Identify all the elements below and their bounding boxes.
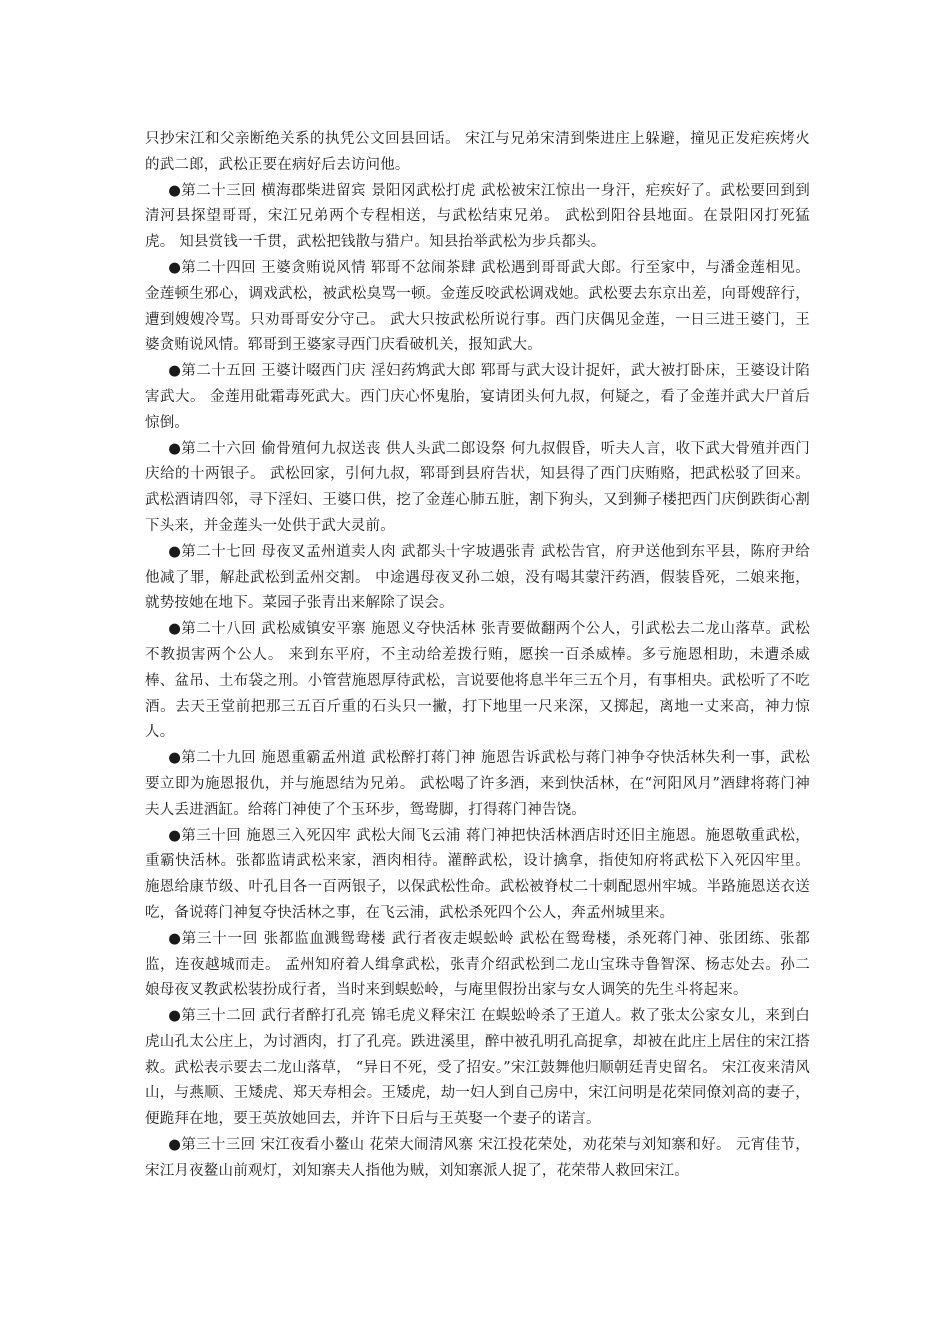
paragraph-chapter-28: ●第二十八回 武松威镇安平寨 施恩义夺快活林 张青要做翻两个公人，引武松去二龙山落草。武松不教损害两个公人。 来到东平府，不主动给差拨行贿，愿挨一百杀威棒。多亏施恩相助，未遭杀威棒、盆吊、土布袋之刑。小管营施恩厚待武松，言说要他将息半年三五个月，有事相央。武松听了不吃酒。去天王堂前把那三五百斤重的石头只一撇，打下地里一尺来深，又掷起，离地一丈来高，神力惊人。	[145, 621, 810, 741]
paragraph-chapter-27: ●第二十七回 母夜叉孟州道卖人肉 武都头十字坡遇张青 武松告官，府尹送他到东平县，陈府尹给他减了罪，解赴武松到孟州交割。 中途遇母夜叉孙二娘，没有喝其蒙汗药酒，假装昏死，二娘来拖，就势按她在地下。菜园子张青出来解除了误会。	[145, 543, 810, 612]
paragraph-chapter-32: ●第三十二回 武行者醉打孔亮 锦毛虎义释宋江 在蜈蚣岭杀了王道人。救了张太公家女儿，来到白虎山孔太公庄上，为讨酒肉，打了孔亮。跌进溪里，醉中被孔明孔高捉拿，却被在此庄上居住的宋江搭救。武松表示要去二龙山落草， “异日不死，受了招安。”宋江鼓舞他归顺朝廷青史留名。 宋江夜来清风山，与燕顺、王矮虎、郑天寿相会。王矮虎，劫一妇人到自己房中，宋江问明是花荣同僚刘高的妻子，便跪拜在地，要王英放她回去，并许下日后与王英娶一个妻子的诺言。	[145, 1008, 810, 1128]
paragraph-chapter-23: ●第二十三回 横海郡柴进留宾 景阳冈武松打虎 武松被宋江惊出一身汗，疟疾好了。武松要回到到清河县探望哥哥，宋江兄弟两个专程相送，与武松结束兄弟。 武松到阳谷县地面。在景阳冈打死猛虎。 知县赏钱一千贯，武松把钱散与猎户。知县抬举武松为步兵都头。	[145, 182, 810, 251]
paragraph-chapter-29: ●第二十九回 施恩重霸孟州道 武松醉打蒋门神 施恩告诉武松与蒋门神争夺快活林失利一事，武松要立即为施恩报仇，并与施恩结为兄弟。 武松喝了许多酒，来到快活林，在“河阳风月”酒肆将蒋门神夫人丢进酒缸。给蒋门神使了个玉环步，鸳鸯脚，打得蒋门神告饶。	[145, 750, 810, 818]
paragraph-intro: 只抄宋江和父亲断绝关系的执凭公文回县回话。 宋江与兄弟宋清到柴进庄上躲避，撞见正发疟疾烤火的武二郎，武松正要在病好后去访问他。	[145, 131, 810, 173]
paragraph-chapter-31: ●第三十一回 张都监血溅鸳鸯楼 武行者夜走蜈蚣岭 武松在鸳鸯楼，杀死蒋门神、张团练、张都监，连夜越城而走。 孟州知府着人缉拿武松，张青介绍武松到二龙山宝珠寺鲁智深、杨志处去。孙二娘母夜叉教武松装扮成行者，当时来到蜈蚣岭，与庵里假扮出家与女人调笑的先生斗将起来。	[145, 930, 810, 999]
paragraph-chapter-25: ●第二十五回 王婆计啜西门庆 淫妇药鸩武大郎 郓哥与武大设计捉奸，武大被打卧床，王婆设计陷害武大。 金莲用砒霜毒死武大。西门庆心怀鬼胎，宴请团头何九叔，何疑之，看了金莲并武大尸首后惊倒。	[145, 363, 810, 431]
paragraph-chapter-33: ●第三十三回 宋江夜看小鳌山 花荣大闹清风寨 宋江投花荣处，劝花荣与刘知寨和好。 元宵佳节，宋江月夜鳌山前观灯，刘知寨夫人指他为贼，刘知寨派人捉了，花荣带人救回宋江。	[145, 1137, 810, 1179]
paragraph-chapter-30: ●第三十回 施恩三入死囚牢 武松大闹飞云浦 蒋门神把快活林酒店时还旧主施恩。施恩敬重武松，重霸快活林。张都监请武松来家，酒肉相待。灌醉武松，设计擒拿，指使知府将武松下入死囚牢里。 施恩给康节级、叶孔目各一百两银子，以保武松性命。武松被脊杖二十刺配恩州牢城。半路施恩送衣送吃，备说蒋门神复夺快活林之事，在飞云浦，武松杀死四个公人，奔孟州城里来。	[145, 827, 810, 921]
paragraph-chapter-26: ●第二十六回 偷骨殖何九叔送丧 供人头武二郎设祭 何九叔假昏，听夫人言，收下武大骨殖并西门庆给的十两银子。 武松回家，引何九叔，郓哥到县府告状，知县得了西门庆贿赂，把武松驳了回来。 武松酒请四邻，寻下淫妇、王婆口供，挖了金莲心肺五脏，割下狗头，又到狮子楼把西门庆倒跌街心割下头来，并金莲头一处供于武大灵前。	[145, 440, 810, 534]
document-page	[145, 127, 810, 1185]
paragraph-chapter-24: ●第二十四回 王婆贪贿说风情 郓哥不忿闹茶肆 武松遇到哥哥武大郎。行至家中，与潘金莲相见。金莲顿生邪心，调戏武松，被武松臭骂一顿。金莲反咬武松调戏她。武松要去东京出差，向哥嫂辞行，遭到嫂嫂冷骂。只劝哥哥安分守己。 武大只按武松所说行事。西门庆偶见金莲，一日三进王婆门，王婆贪贿说风情。郓哥到王婆家寻西门庆看破机关，报知武大。	[145, 259, 810, 354]
